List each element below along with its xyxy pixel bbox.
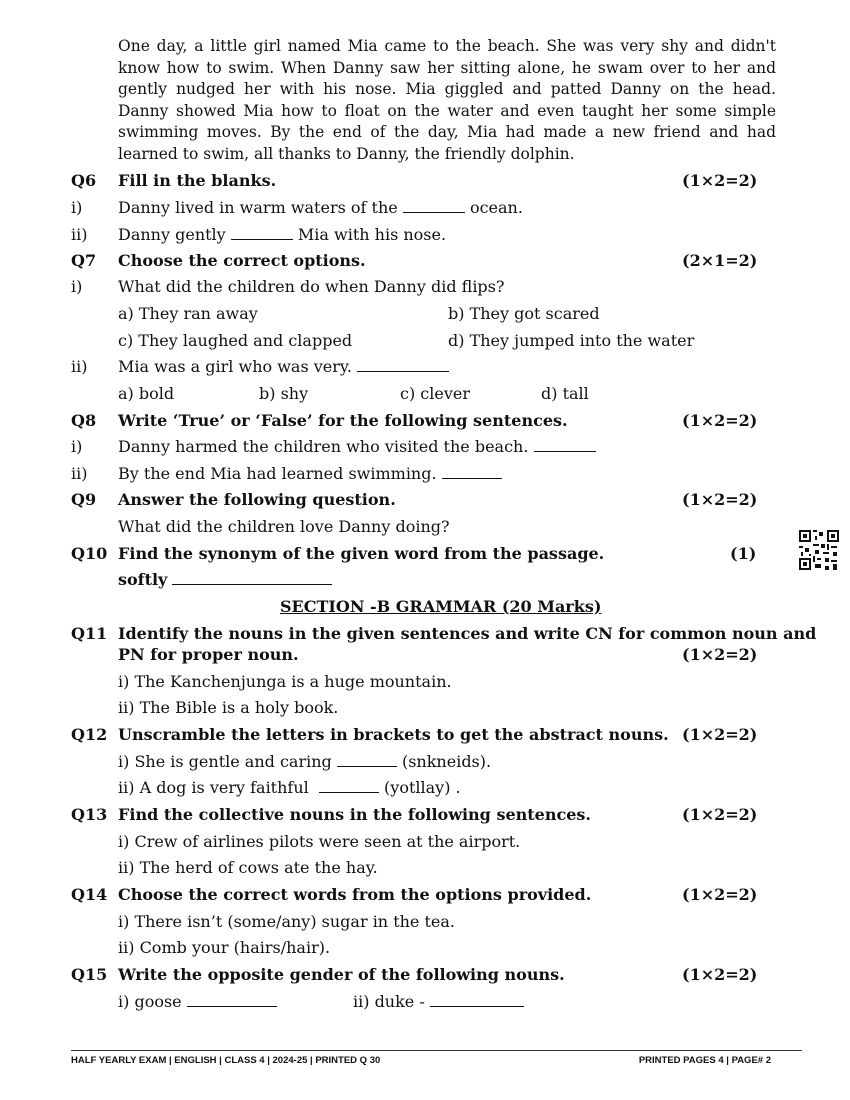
q10-blank[interactable] — [172, 568, 332, 585]
q14-item-ii — [0, 935, 850, 961]
q13-number: Q13 — [71, 805, 108, 824]
q8-number: Q8 — [71, 411, 97, 430]
qr-code-icon — [799, 530, 839, 570]
q15-number: Q15 — [71, 965, 108, 984]
q11-item-i — [0, 669, 850, 695]
q11-header-line2 — [0, 642, 850, 668]
q7-ii-blank[interactable] — [357, 355, 449, 372]
q7-ii-options — [0, 381, 850, 407]
q8-i-text: Danny harmed the children who visited the beach. — [118, 437, 529, 456]
q14-item-i — [0, 909, 850, 935]
q7-item-i — [0, 274, 850, 300]
q15-marks: (1×2=2) — [682, 965, 758, 984]
section-b-row — [0, 594, 850, 620]
q7-ii-label: ii) — [71, 357, 88, 376]
q12-i-pre: i) She is gentle and caring — [118, 752, 332, 771]
q10-word: softly — [118, 570, 168, 589]
q13-item-i — [0, 829, 850, 855]
passage: One day, a little girl named Mia came to the beach. She was very shy and didn't know how to swim. When Danny saw her sitting alone, he swam over to her and gently nudged her with his nose. Mia giggled and patted Danny on the head. Danny showed Mia how to float on the water and even taught her some simple swimming moves. By the end of the day, Mia had made a new friend and had learned to swim, all thanks to Danny, the friendly dolphin. — [118, 37, 776, 163]
q6-number: Q6 — [71, 171, 97, 190]
q8-i-label: i) — [71, 437, 83, 456]
q7-i-option-a[interactable]: a) They ran away — [118, 304, 258, 323]
q7-number: Q7 — [71, 251, 97, 270]
q7-ii-option-c[interactable]: c) clever — [400, 384, 470, 403]
q8-title: Write ‘True’ or ‘False’ for the following sentences. — [118, 411, 568, 430]
q10-word-row — [0, 567, 850, 593]
q7-ii-option-b[interactable]: b) shy — [259, 384, 309, 403]
q11-number: Q11 — [71, 624, 108, 643]
q12-item-ii — [0, 775, 850, 801]
q9-marks: (1×2=2) — [682, 490, 758, 509]
q13-header — [0, 802, 850, 828]
section-b-heading: SECTION -B GRAMMAR (20 Marks) — [280, 597, 602, 616]
q7-item-ii — [0, 354, 850, 380]
q7-i-options-row2 — [0, 328, 850, 354]
q7-i-options-row1 — [0, 301, 850, 327]
footer-right: PRINTED PAGES 4 | PAGE# 2 — [638, 1055, 771, 1066]
q13-item-ii — [0, 855, 850, 881]
q7-header — [0, 248, 850, 274]
q12-marks: (1×2=2) — [682, 725, 758, 744]
q6-ii-post: Mia with his nose. — [297, 225, 447, 244]
q12-ii-pre: ii) A dog is very faithful — [118, 778, 309, 797]
q12-ii-post: (yotllay) . — [384, 778, 461, 797]
q8-item-i — [0, 434, 850, 460]
q8-i-blank[interactable] — [534, 435, 596, 452]
q14-number: Q14 — [71, 885, 108, 904]
q13-title: Find the collective nouns in the following sentences. — [118, 805, 591, 824]
q15-ii-text: ii) duke - — [353, 992, 425, 1011]
q12-header — [0, 722, 850, 748]
q6-header — [0, 168, 850, 194]
q15-title: Write the opposite gender of the following nouns. — [118, 965, 565, 984]
q10-title: Find the synonym of the given word from the passage. — [118, 544, 605, 563]
q12-i-blank[interactable] — [337, 750, 397, 767]
q7-ii-option-d[interactable]: d) tall — [541, 384, 589, 403]
q11-i-text: i) The Kanchenjunga is a huge mountain. — [118, 672, 452, 691]
q7-i-option-b[interactable]: b) They got scared — [448, 304, 600, 323]
q12-item-i — [0, 749, 850, 775]
footer-left: HALF YEARLY EXAM | ENGLISH | CLASS 4 | 2024-25 | PRINTED Q 30 — [71, 1055, 381, 1066]
q6-title: Fill in the blanks. — [118, 171, 277, 190]
q9-number: Q9 — [71, 490, 97, 509]
q6-i-label: i) — [71, 198, 83, 217]
q14-marks: (1×2=2) — [682, 885, 758, 904]
q15-header — [0, 962, 850, 988]
q14-title: Choose the correct words from the options provided. — [118, 885, 592, 904]
q10-header — [0, 541, 850, 567]
q7-ii-text: Mia was a girl who was very. — [118, 357, 352, 376]
q12-title: Unscramble the letters in brackets to get the abstract nouns. — [118, 725, 669, 744]
q7-ii-option-a[interactable]: a) bold — [118, 384, 175, 403]
q8-ii-blank[interactable] — [442, 462, 502, 479]
q8-item-ii — [0, 461, 850, 487]
q12-number: Q12 — [71, 725, 108, 744]
q6-i-blank[interactable] — [403, 196, 465, 213]
q13-marks: (1×2=2) — [682, 805, 758, 824]
q6-item-i — [0, 195, 850, 221]
q14-ii-text: ii) Comb your (hairs/hair). — [118, 938, 331, 957]
q6-item-ii — [0, 222, 850, 248]
q9-title: Answer the following question. — [118, 490, 396, 509]
q11-marks: (1×2=2) — [682, 645, 758, 664]
q7-i-text: What did the children do when Danny did flips? — [118, 277, 505, 296]
q14-i-text: i) There isn’t (some/any) sugar in the tea. — [118, 912, 456, 931]
q7-marks: (2×1=2) — [682, 251, 758, 270]
q11-title-line2: PN for proper noun. — [118, 645, 299, 664]
q6-ii-label: ii) — [71, 225, 88, 244]
q15-i-text: i) goose — [118, 992, 182, 1011]
q7-i-option-c[interactable]: c) They laughed and clapped — [118, 331, 353, 350]
q14-header — [0, 882, 850, 908]
q13-i-text: i) Crew of airlines pilots were seen at the airport. — [118, 832, 521, 851]
q12-ii-blank[interactable] — [319, 776, 379, 793]
q11-ii-text: ii) The Bible is a holy book. — [118, 698, 339, 717]
q9-header — [0, 487, 850, 513]
q13-ii-text: ii) The herd of cows ate the hay. — [118, 858, 378, 877]
q8-header — [0, 408, 850, 434]
q15-items — [0, 989, 850, 1015]
q11-title-line1: Identify the nouns in the given sentences and write CN for common noun and — [118, 624, 817, 643]
q6-marks: (1×2=2) — [682, 171, 758, 190]
q8-ii-label: ii) — [71, 464, 88, 483]
q6-ii-blank[interactable] — [231, 223, 293, 240]
q6-i-pre: Danny lived in warm waters of the — [118, 198, 398, 217]
q9-question — [0, 514, 850, 540]
q15-ii-blank[interactable] — [430, 990, 524, 1007]
q6-i-post: ocean. — [469, 198, 523, 217]
q15-i-blank[interactable] — [187, 990, 277, 1007]
q8-ii-text: By the end Mia had learned swimming. — [118, 464, 437, 483]
q7-title: Choose the correct options. — [118, 251, 366, 270]
footer-rule — [71, 1050, 802, 1051]
q9-text: What did the children love Danny doing? — [118, 517, 450, 536]
q10-marks: (1) — [730, 544, 757, 563]
q8-marks: (1×2=2) — [682, 411, 758, 430]
q7-i-label: i) — [71, 277, 83, 296]
q10-number: Q10 — [71, 544, 108, 563]
q12-i-post: (snkneids). — [401, 752, 492, 771]
q11-item-ii — [0, 695, 850, 721]
q7-i-option-d[interactable]: d) They jumped into the water — [448, 331, 695, 350]
q6-ii-pre: Danny gently — [118, 225, 226, 244]
